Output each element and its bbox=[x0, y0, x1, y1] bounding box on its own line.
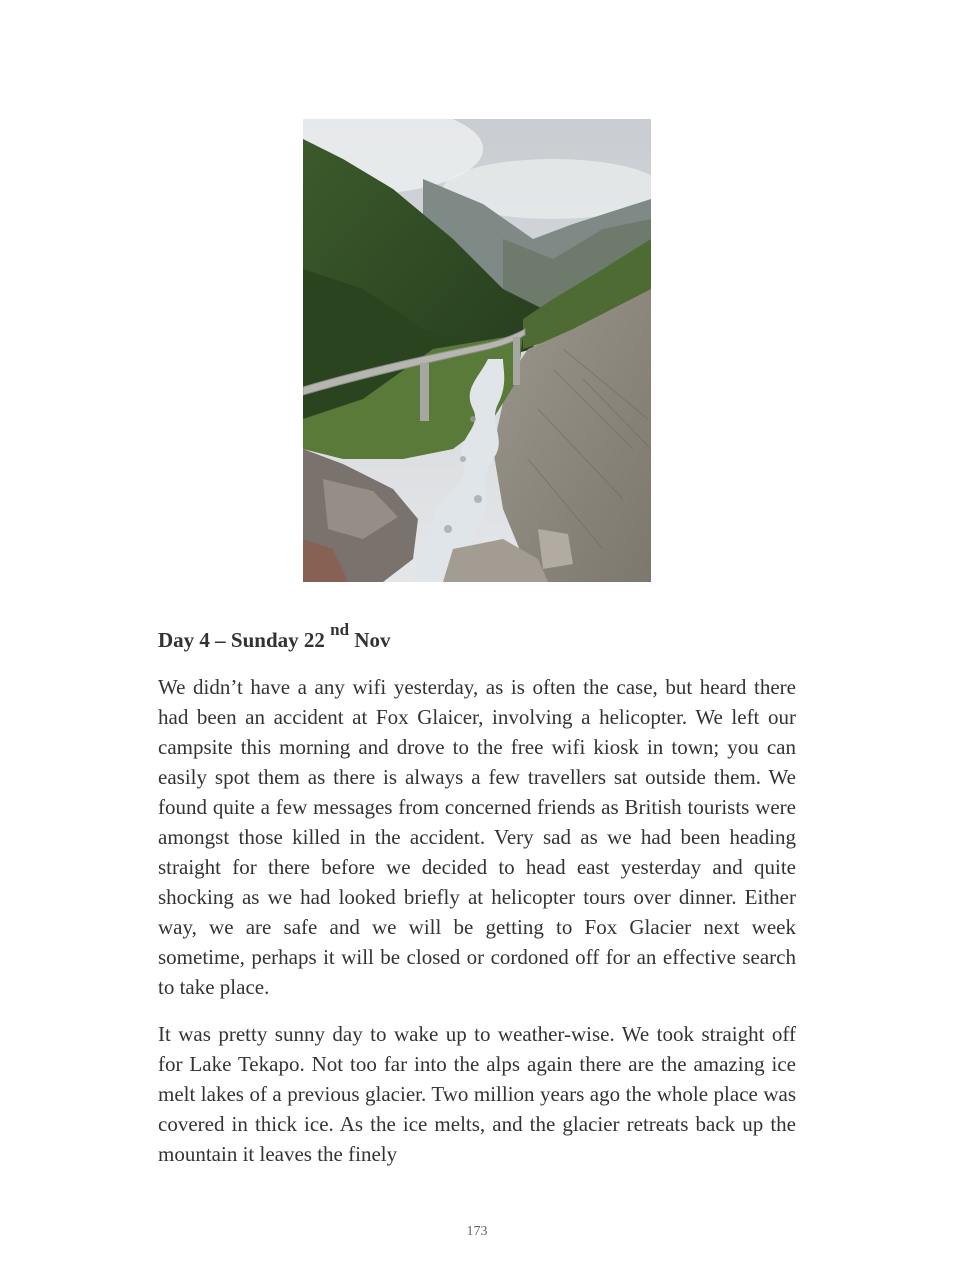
heading-month: Nov bbox=[354, 628, 391, 652]
body-paragraph: We didn’t have a any wifi yesterday, as is often the case, but heard there had been an accident at Fox Glaicer, involving a helicopter. We left our campsite this morning and drove to the free wifi kiosk in town; you can easily spot them as there is always a few travellers sat outside them. We found quite a few messages from concerned friends as British tourists were amongst those killed in the accident. Very sad as we had been heading straight for there before we decided to head east yesterday and quite shocking as we had looked briefly at helicopter tours over dinner. Either way, we are safe and we will be getting to Fox Glacier next week sometime, perhaps it will be closed or cordoned off for an effective search to take place. bbox=[158, 675, 796, 999]
bridge-pillar bbox=[513, 337, 520, 385]
bridge-pillar bbox=[420, 363, 429, 421]
heading-date: Day 4 – Sunday 22 bbox=[158, 628, 325, 652]
valley-bridge-illustration bbox=[303, 119, 651, 582]
valley-bridge-photo bbox=[303, 119, 651, 582]
heading-ordinal: nd bbox=[330, 620, 350, 639]
foreground-rock bbox=[538, 529, 573, 569]
page-number: 173 bbox=[466, 1224, 488, 1239]
body-paragraph: It was pretty sunny day to wake up to weather-wise. We took straight off for Lake Tekapo. Not too far into the alps again there are the amazing ice melt lakes of a previous glacier. Two million years ago the whole place was covered in thick ice. As the ice melts, and the glacier retreats back up the mountain it leaves the finely bbox=[158, 1022, 796, 1166]
day-heading bbox=[158, 620, 390, 660]
